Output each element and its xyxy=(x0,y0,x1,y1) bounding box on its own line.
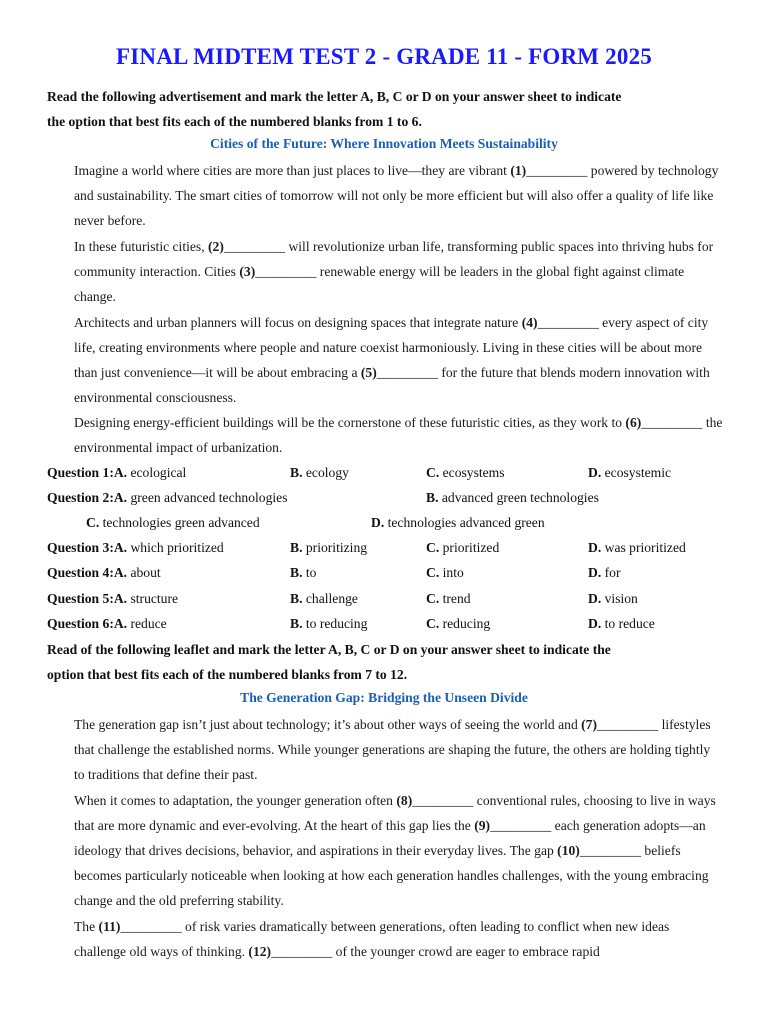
bullet-icon xyxy=(46,920,60,934)
section2-instruction-line1: Read of the following leaflet and mark the letter A, B, C or D on your answer sheet to indicate the xyxy=(47,642,611,657)
section1-paragraph-1: Imagine a world where cities are more than just places to live—they are vibrant (1)_________ powered by technology and sustainability. The smart cities of tomorrow will not only be more efficient but will also offer a quality of life like never before. xyxy=(74,163,719,228)
question-6-option-d[interactable]: D. to reduce xyxy=(588,616,655,631)
question-1-option-b[interactable]: B. ecology xyxy=(290,465,349,480)
question-5-option-d[interactable]: D. vision xyxy=(588,591,638,606)
question-1-option-d[interactable]: D. ecosystemic xyxy=(588,465,672,480)
section2-instruction-line2: option that best fits each of the numbered blanks from 7 to 12. xyxy=(47,667,408,682)
question-2-option-c[interactable]: C. technologies green advanced xyxy=(86,515,260,530)
bullet-icon xyxy=(46,240,60,254)
bullet-icon xyxy=(46,718,60,732)
question-5-label: Question 5:A. structure xyxy=(47,591,179,606)
question-2-option-b[interactable]: B. advanced green technologies xyxy=(426,490,599,505)
section1-instruction-line2: the option that best fits each of the numbered blanks from 1 to 6. xyxy=(47,114,422,129)
question-1-label: Question 1:A. ecological xyxy=(47,465,187,480)
question-2-label: Question 2:A. green advanced technologies xyxy=(47,490,288,505)
section2-paragraph-2: When it comes to adaptation, the younger generation often (8)_________ conventional rules, choosing to live in ways that are more dynamic and ever-evolving. At the heart of this gap lies the (9)_________ each generation adopts—an ideology that drives decisions, behavior, and aspirations in their everyday lives. The gap (10)_________ beliefs becomes particularly noticeable when looking at how each generation handles challenges, with the young embracing change and the old preferring stability. xyxy=(74,793,716,908)
section1-paragraph-3: Architects and urban planners will focus on designing spaces that integrate nature (4)_________ every aspect of city life, creating environments where people and nature coexist harmoniously. Living in these cities will be about more than just convenience—it will be about embracing a (5)_________ for the future that blends modern innovation with environmental consciousness. xyxy=(74,315,710,405)
question-1-option-c[interactable]: C. ecosystems xyxy=(426,465,505,480)
question-5-option-b[interactable]: B. challenge xyxy=(290,591,358,606)
question-4-option-d[interactable]: D. for xyxy=(588,565,621,580)
question-3-option-b[interactable]: B. prioritizing xyxy=(290,540,368,555)
section2-paragraph-1: The generation gap isn’t just about technology; it’s about other ways of seeing the world and (7)_________ lifestyles that challenge the established norms. While younger generations are shaping the future, the others are holding tightly to traditions that define their past. xyxy=(74,717,711,782)
question-6-label: Question 6:A. reduce xyxy=(47,616,167,631)
question-4-option-b[interactable]: B. to xyxy=(290,565,317,580)
question-3-option-d[interactable]: D. was prioritized xyxy=(588,540,686,555)
section2-paragraph-3: The (11)_________ of risk varies dramatically between generations, often leading to conflict when new ideas challenge old ways of thinking. (12)_________ of the younger crowd are eager to embrace rapid xyxy=(74,919,670,959)
section1-paragraph-4: Designing energy-efficient buildings will be the cornerstone of these futuristic cities, as they work to (6)_________ the environmental impact of urbanization. xyxy=(74,415,723,455)
bullet-icon xyxy=(46,794,60,808)
section1-paragraph-2: In these futuristic cities, (2)_________ will revolutionize urban life, transforming public spaces into thriving hubs for community interaction. Cities (3)_________ renewable energy will be leaders in the global fight against climate change. xyxy=(74,239,714,304)
question-3-option-c[interactable]: C. prioritized xyxy=(426,540,500,555)
bullet-icon xyxy=(46,416,60,430)
page-title: FINAL MIDTEM TEST 2 - GRADE 11 - FORM 2025 xyxy=(116,44,652,69)
section1-instruction xyxy=(47,84,727,134)
section2-heading: The Generation Gap: Bridging the Unseen Divide xyxy=(240,690,528,705)
question-6-option-c[interactable]: C. reducing xyxy=(426,616,491,631)
question-6-option-b[interactable]: B. to reducing xyxy=(290,616,368,631)
section1-heading: Cities of the Future: Where Innovation Meets Sustainability xyxy=(210,136,558,151)
section1-instruction-line1: Read the following advertisement and mark the letter A, B, C or D on your answer sheet to indicate xyxy=(47,89,622,104)
question-3-label: Question 3:A. which prioritized xyxy=(47,540,224,555)
bullet-icon xyxy=(46,164,60,178)
question-4-option-c[interactable]: C. into xyxy=(426,565,464,580)
question-2-option-d[interactable]: D. technologies advanced green xyxy=(371,515,545,530)
section2-instruction xyxy=(47,637,727,687)
question-4-label: Question 4:A. about xyxy=(47,565,161,580)
bullet-icon xyxy=(46,316,60,330)
question-5-option-c[interactable]: C. trend xyxy=(426,591,471,606)
